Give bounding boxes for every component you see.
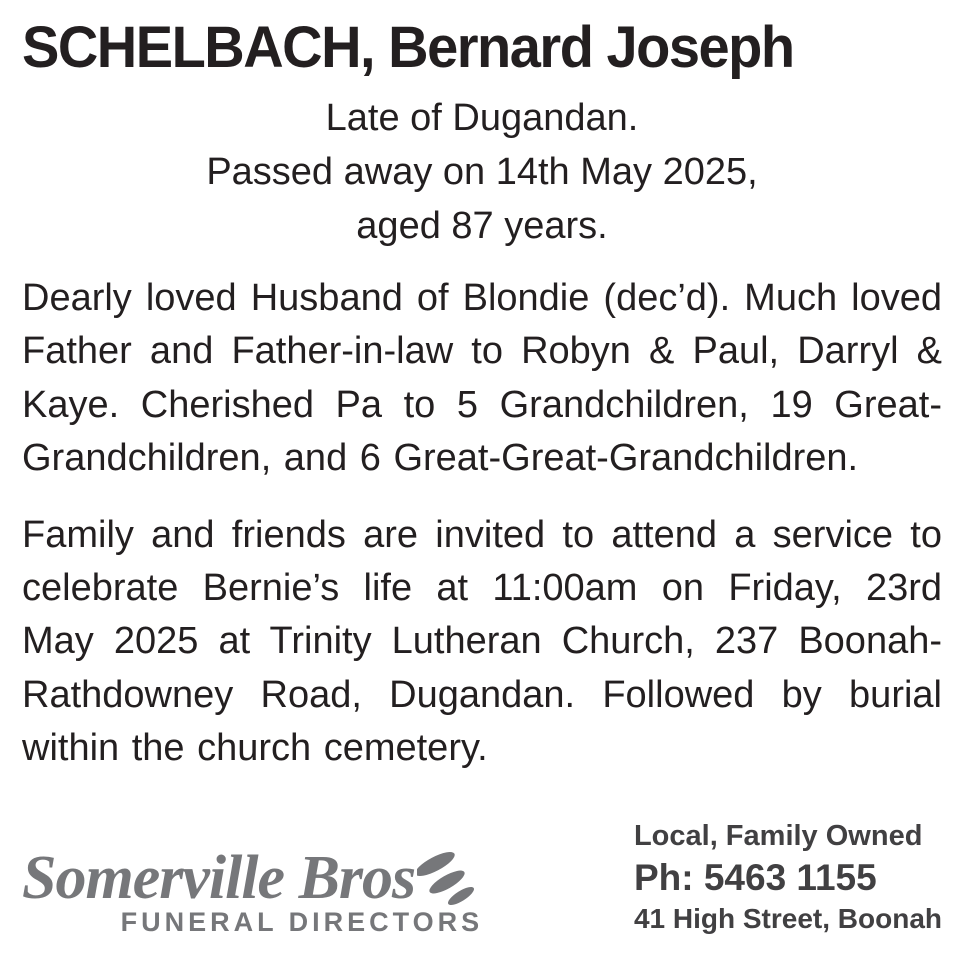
funeral-director-footer — [22, 819, 942, 942]
intro-line: aged 87 years. — [356, 205, 608, 248]
leaves-icon — [417, 848, 489, 911]
brand-block — [22, 840, 489, 942]
contact-phone: Ph: 5463 1155 — [633, 857, 877, 899]
brand-name-row — [22, 840, 489, 912]
brand-subtitle: FUNERAL DIRECTORS — [120, 907, 484, 937]
intro-block — [22, 92, 942, 254]
brand-name: Somerville Bros — [22, 844, 416, 912]
intro-line: Passed away on 14th May 2025, — [206, 151, 758, 194]
family-paragraph: Dearly loved Husband of Blondie (dec’d). Much loved Father and Father-in-law to Robyn & Paul, Darryl & Kaye. Cherished Pa to 5 Grandchildren, 19 Great-Grandchildren, and 6 Great-Great-Grandchildren. — [22, 277, 942, 479]
intro-line: Late of Dugandan. — [325, 97, 639, 140]
service-paragraph: Family and friends are invited to attend a service to celebrate Bernie’s life at 11:00am on Friday, 23rd May 2025 at Trinity Lutheran Church, 237 Boonah-Rathdowney Road, Dugandan. Followed by burial within the church cemetery. — [22, 514, 942, 769]
contact-tagline: Local, Family Owned — [633, 820, 923, 853]
contact-block — [634, 819, 942, 942]
notice-headline: SCHELBACH, Bernard Joseph — [22, 14, 794, 80]
contact-address: 41 High Street, Boonah — [633, 903, 942, 935]
